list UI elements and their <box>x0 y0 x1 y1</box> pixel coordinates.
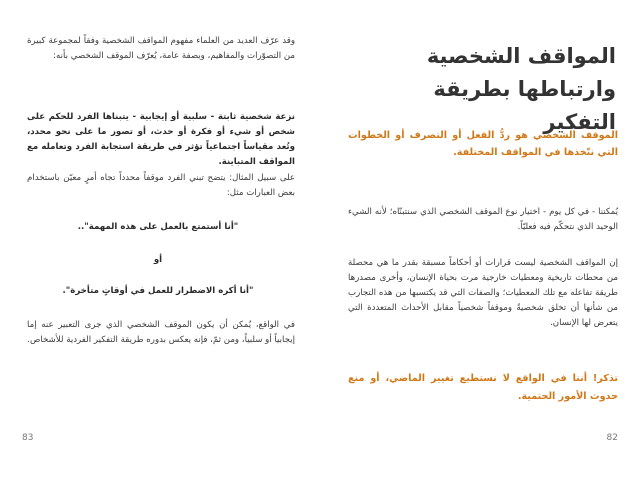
page-number-left: 83 <box>22 433 34 443</box>
or-separator: أو <box>153 255 163 265</box>
intro-paragraph: وقد عرّف العديد من العلماء مفهوم المواقف الشخصية وفقاً لمجموعة كبيرة من التصوّرات والمفاهيم، وبصفة عامة، يُعرّف الموقف الشخصي بأنه: <box>27 36 295 61</box>
example-paragraph: على سبيل المثال: يتضح تبني الفرد موقفاً محدداً تجاه أمرٍ معيّن باستخدام بعض العبارات مثل: <box>27 173 295 198</box>
page-number-right: 82 <box>606 433 618 443</box>
highlight-definition: الموقف الشخصي هو ردُّ الفعل أو التصرف أو الخطوات التي نتّخذها في المواقف المختلفة. <box>348 130 618 158</box>
paragraph-1: يُمكننا - في كل يوم - اختيار نوع الموقف الشخصي الذي سنتبنّاه؛ لأنه الشيء الوحيد الذي نتحكّم فيه فعليّاً. <box>348 207 618 232</box>
paragraph-2: إن المواقف الشخصية ليست قرارات أو أحكاماً مسبقة بقدر ما هي محصلة من محطات تاريخية ومعطيات خارجية مرت بحياة الإنسان، وأخرى مصدرها طريقة تفاعله مع تلك المعطيات؛ والصفات التي قد يكتسبها من هذه التجارب من شأنها أن تخلق شخصيةً وموقفاً شخصياً مقابل الأحداث المتعددة التي يتعرض لها الإنسان. <box>348 258 618 328</box>
right-page <box>319 0 638 479</box>
quote-1: "أنا أستمتع بالعمل على هذه المهمة".. <box>77 222 239 232</box>
reminder-note: تذكر! أننا في الواقع لا نستطيع تغيير الماضي، أو منع حدوث الأمور الحتمية. <box>348 373 618 402</box>
conclusion-paragraph: في الواقع، يُمكن أن يكون الموقف الشخصي الذي جرى التعبير عنه إما إيجابياً أو سلبياً، ومن ثمّ، فإنه يعكس بدوره طريقة التفكير الفردية للأشخاص. <box>27 320 295 345</box>
definition-paragraph: نزعة شخصية ثابتة - سلبية أو إيجابية - يتبناها الفرد للحكم على شخص أو شيء أو فكرة أو حدث، أو تصور ما على نحو محدد، وتُعد مقياساً اجتماعياً تؤثر في طريقة استجابة الفرد وتعامله مع المواقف المتباينة. <box>27 112 295 167</box>
page-title: المواقف الشخصية وارتباطها بطريقة التفكير <box>426 44 616 134</box>
quote-2: "أنا أكره الاضطرار للعمل في أوقاتٍ متأخرة". <box>62 286 254 296</box>
